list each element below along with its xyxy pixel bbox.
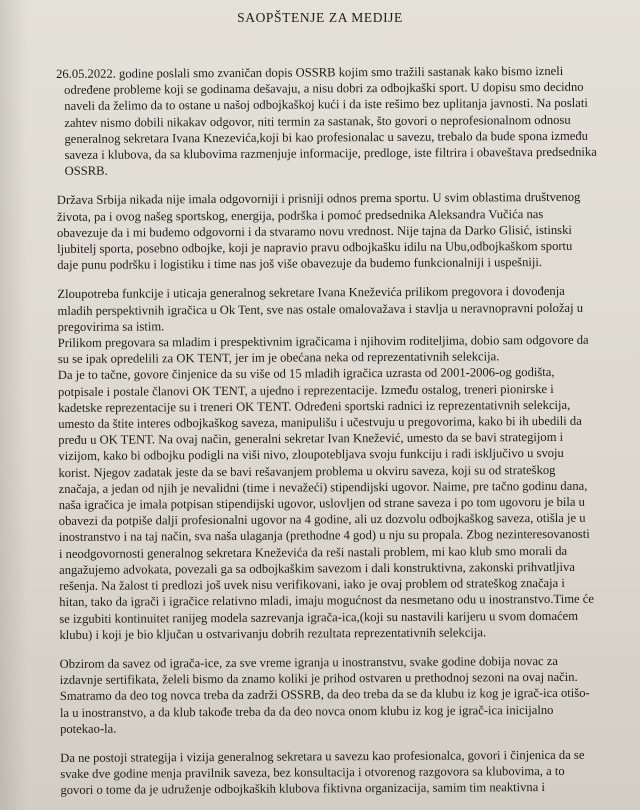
text-line: korist. Njegov zadatak jeste da se bavi rešavanjem problema u okviru saveza, koji su od strateškog xyxy=(58,462,556,480)
text-line: OSSRB. xyxy=(64,163,108,179)
text-line: Zloupotreba funkcije i uticaja generalnog sekretare Ivana Kneževića prilikom pregovora i dovođenja xyxy=(57,284,565,302)
text-line: 26.05.2022. godine poslali smo zvaničan dopis OSSRB kojim smo tražili sastanak kako bismo izneli xyxy=(56,63,564,81)
text-line: rešenja. Na žalost ti predlozi još uvek nisu verifikovani, iako je ovaj problem od strateškog značaja i xyxy=(59,575,565,594)
text-line: mladih perspektivnih igračica u Ok Tent, sve nas ostale omalovažava i stavlja u neravnopravni položaj u xyxy=(57,300,584,318)
text-line: su se ipak opredelili za OK TENT, jer im je obećana neka od reprezentativnih selekcija. xyxy=(57,349,500,367)
text-line: angažujemo advokata, povezali ga sa odbojkaškim savezom i dali konstruktivna, zakonski prihvatljiva xyxy=(59,559,575,577)
text-line: potpisale i postale članovi OK TENT, a ujedno i reprezentacije. Između ostalog, treneri pionirske i xyxy=(57,381,554,399)
text-line: Država Srbija nikada nije imala odgovorniji i prisniji odnos prema sportu. U svim oblastima društvenog xyxy=(56,190,581,208)
text-line: obavezi da potpiše dalji profesionalni ugovor na 4 godine, ali uz dozvolu odbojkaškog saveza, otišla je u xyxy=(58,511,586,529)
text-line: daje punu podršku i logistiku i time nas još više obavezuje da budemo funkcionalniji i uspešniji. xyxy=(57,255,543,273)
text-line: pređu u OK TENT. Na ovaj način, generalni sekretar Ivan Knežević, umesto da se bavi strategijom i xyxy=(58,430,564,448)
text-line: Da je to tačne, govore činjenice da su više od 15 mladih igračica uzrasta od 2001-2006-og godišta, xyxy=(57,365,555,383)
paragraph xyxy=(56,63,613,180)
text-line: saveza i klubova, da sa klubovima razmenjuje informacije, predloge, iste filtrira i obaveštava predsednika xyxy=(64,144,597,162)
text-line: zahtev nismo dobili nikakav odgovor, niti termin za sastanak, što govori o neprofesionalnom odnosu xyxy=(64,112,571,130)
text-line: Obzirom da savez od igrača-ice, za sve vreme igranja u inostranstvu, svake godine dobija novac za xyxy=(59,653,558,671)
text-line: naveli da želimo da to ostane u našoj odbojkaškoj kući i da iste rešimo bez uplitanja javnosti. Na poslati xyxy=(64,96,588,114)
text-line: svake dve godine menja pravilnik saveza, bez konsultacija i otvorenog razgovora sa klubovima, a to xyxy=(60,764,565,782)
text-line: i neodgovornosti generalnog sekretara Kneževića da reši nastali problem, mi kao klub smo morali da xyxy=(58,543,568,561)
text-line: pregovirima sa istim. xyxy=(57,319,165,334)
text-line: hitan, tako da igrači i igračice relativno mladi, imaju mogućnost da nesmetano odu u inostranstvo.Time će xyxy=(59,592,594,610)
text-line: naša igračica je imala potpisan stipendijski ugovor, uslovljen od strane saveza i po tom ugovoru je bila u xyxy=(58,494,585,513)
paragraph xyxy=(57,189,613,273)
text-line: govori o tome da je udruženje odbojkaških klubova fiktivna organizacija, samim tim neaktivna i xyxy=(60,780,545,798)
paragraph xyxy=(57,283,615,643)
paragraph xyxy=(60,747,616,799)
text-line: Smatramo da deo tog novca treba da zadrži OSSRB, da deo treba da se da klubu iz kog je igrač-ica otišo- xyxy=(59,686,590,704)
text-line: kadetske reprezentacije su i treneri OK TENT. Određeni sportski radnici iz reprezentativnih selekcija, xyxy=(58,397,571,415)
text-line: života, pa i ovog našeg sportskog, energija, podrška i pomoć predsednika Aleksandra Vučića nas xyxy=(56,206,544,224)
text-line: značaja, a jedan od njih je nevalidni (time i nevažeći) stipendijski ugovor. Naime, pre tačno godinu dana, xyxy=(58,478,588,496)
text-line: vizijom, kako bi odbojku podigli na viši nivo, zloupotebljava svoju funkciju i radi isključivo u svoju xyxy=(58,446,564,464)
text-line: Prilikom pregovara sa mladim i prespektivnim igračicama i njihovim roditeljima, dobio sam odgovore da xyxy=(57,332,589,351)
text-line: izdavnje sertifikata, želeli bismo da znamo koliki je prihod ostvaren u prethodnoj sezoni na ovaj način. xyxy=(59,669,578,688)
text-line: Da ne postoji strategija i vizija generalnog sekretara u savezu kao profesionalca, govori i činjenica da se xyxy=(60,747,585,765)
document-body xyxy=(56,63,617,810)
text-line: obavezuje da i mi budemo odgovorni i da stvaramo novu vrednost. Nije tajna da Darko Glisić, istinski xyxy=(56,222,572,240)
text-line: se izgubiti kontinuitet ranijeg modela sazrevanja igrača-ica,(koji su nastavili karijeru u svom domaćem xyxy=(59,608,579,626)
page-shadow xyxy=(0,0,28,810)
text-line: klubu) i koji je bio ključan u ostvarivanju dobrih rezultata reprezentativnih selekcija. xyxy=(59,625,487,642)
text-line: generalnog sekretara Ivana Knezevića,koji bi kao profesionalac u savezu, trebalo da bude spona između xyxy=(64,128,588,146)
document-title: SAOPŠTENJE ZA MEDIJE xyxy=(237,10,403,25)
text-line: određene probleme koji se godinama dešavaju, a nisu dobri za odbojkaški sport. U dopisu smo decidno xyxy=(64,79,584,98)
paragraph xyxy=(60,652,616,736)
text-line: potekao-la. xyxy=(60,721,117,736)
text-line: la u inostranstvo, a da klub takođe treba da da deo novca onom klubu iz kog je igrač-ica inicijalno xyxy=(59,702,554,720)
text-line: ljubitelj sporta, posebno odbojke, koji je napravio pravu odbojkašku idilu na Ubu,odbojkaškom sportu xyxy=(57,238,573,257)
text-line: umesto da štite interes odbojkaškog saveza, manipulišu i učestvuju u pregovorima, kako bi ih ubedili da xyxy=(58,413,582,432)
text-line: inostranstvo i na taj način, sva naša ulaganja (prethodne 4 god) u nju su propala. Zbog nezinteresovanosti xyxy=(58,527,590,545)
